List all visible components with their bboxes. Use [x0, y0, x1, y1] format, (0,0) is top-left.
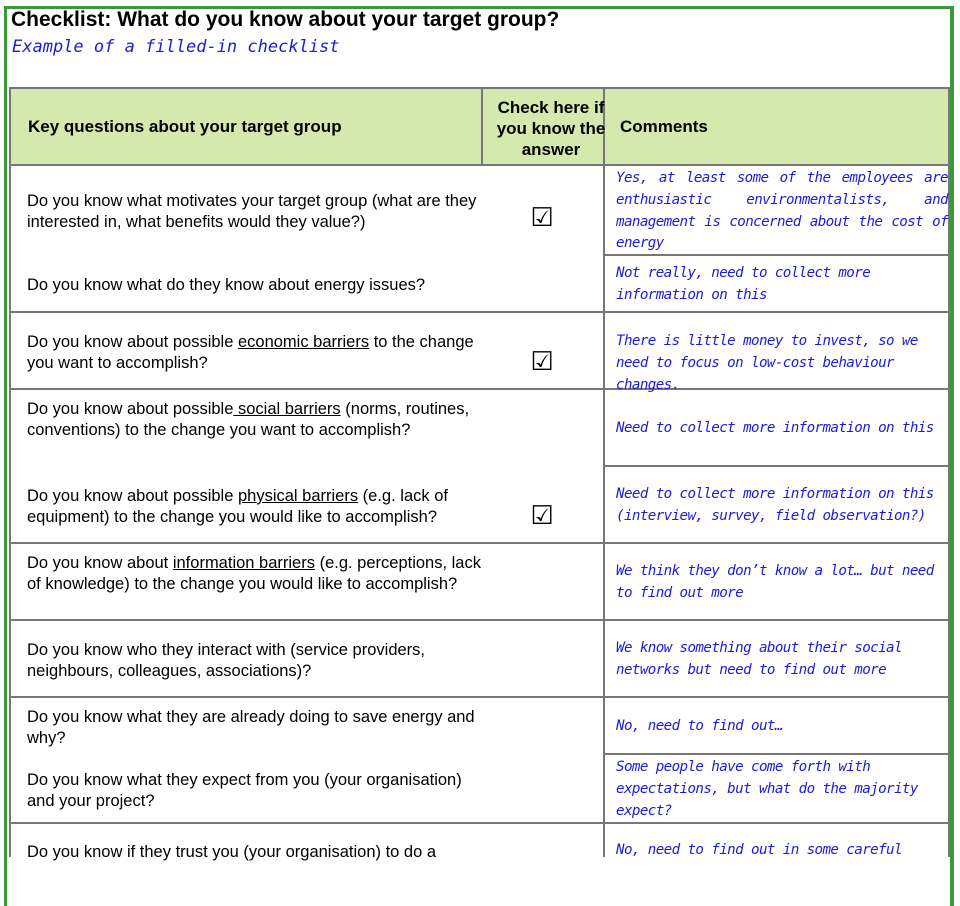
comment-divider [604, 753, 949, 755]
question-physical-barriers: Do you know about possible physical barriers (e.g. lack of equipment) to the change you would like to accomplish? [27, 487, 448, 526]
question-information-barriers: Do you know about information barriers (e.g. perceptions, lack of knowledge) to the change you would like to accomplish? [27, 554, 481, 593]
question-motivation: Do you know what motivates your target group (what are they interested in, what benefits would they value?) [27, 192, 477, 231]
comment-physical-barriers: Need to collect more information on this (interview, survey, field observation?) [616, 486, 934, 524]
header-questions: Key questions about your target group [28, 117, 342, 136]
social-barriers-term: social barriers [233, 400, 341, 418]
checked-checkbox-icon[interactable]: ☑ [530, 501, 554, 531]
comment-information-barriers: We think they don’t know a lot… but need to find out more [616, 563, 934, 601]
column-divider [603, 87, 605, 857]
table-border-top [9, 87, 949, 89]
row-divider [9, 311, 949, 313]
comment-divider [604, 465, 949, 467]
table-border-left [9, 87, 11, 857]
question-social-networks: Do you know who they interact with (service providers, neighbours, colleagues, associations)? [27, 641, 425, 680]
economic-barriers-term: economic barriers [237, 333, 370, 351]
row-divider [9, 542, 949, 544]
table-border-right [948, 87, 950, 857]
header-comments: Comments [620, 117, 708, 136]
question-saving-energy: Do you know what they are already doing to save energy and why? [27, 708, 475, 747]
row-divider [9, 696, 949, 698]
comment-energy-knowledge: Not really, need to collect more information on this [616, 265, 871, 303]
question-trust: Do you know if they trust you (your organisation) to do a [27, 843, 437, 861]
question-social-barriers: Do you know about possible social barriers (norms, routines, conventions) to the change you want to accomplish? [27, 400, 470, 439]
header-check: Check here if you know the answer [496, 98, 606, 159]
comment-social-networks: We know something about their social networks but need to find out more [616, 640, 902, 678]
comment-saving-energy: No, need to find out… [616, 718, 783, 734]
row-divider [9, 619, 949, 621]
checked-checkbox-icon[interactable]: ☑ [530, 347, 554, 377]
physical-barriers-term: physical barriers [237, 487, 359, 505]
information-barriers-term: information barriers [172, 554, 315, 572]
checked-checkbox-icon[interactable]: ☑ [530, 203, 554, 233]
page-subtitle: Example of a filled-in checklist [12, 37, 340, 57]
comment-social-barriers: Need to collect more information on this [616, 420, 934, 436]
question-expectations: Do you know what they expect from you (your organisation) and your project? [27, 771, 462, 810]
question-economic-barriers: Do you know about possible economic barriers to the change you want to accomplish? [27, 333, 474, 372]
comment-economic-barriers: There is little money to invest, so we need to focus on low-cost behaviour changes. [616, 333, 918, 393]
question-energy-knowledge: Do you know what do they know about energy issues? [27, 276, 426, 294]
comment-expectations: Some people have come forth with expectations, but what do the majority expect? [616, 759, 918, 819]
comment-trust: No, need to find out in some careful [616, 842, 902, 858]
page-title: Checklist: What do you know about your target group? [11, 8, 560, 31]
header-divider [9, 164, 949, 166]
comment-motivation: Yes, at least some of the employees are enthusiastic environmentalists, and management is concerned about the cost of energy [616, 170, 948, 252]
